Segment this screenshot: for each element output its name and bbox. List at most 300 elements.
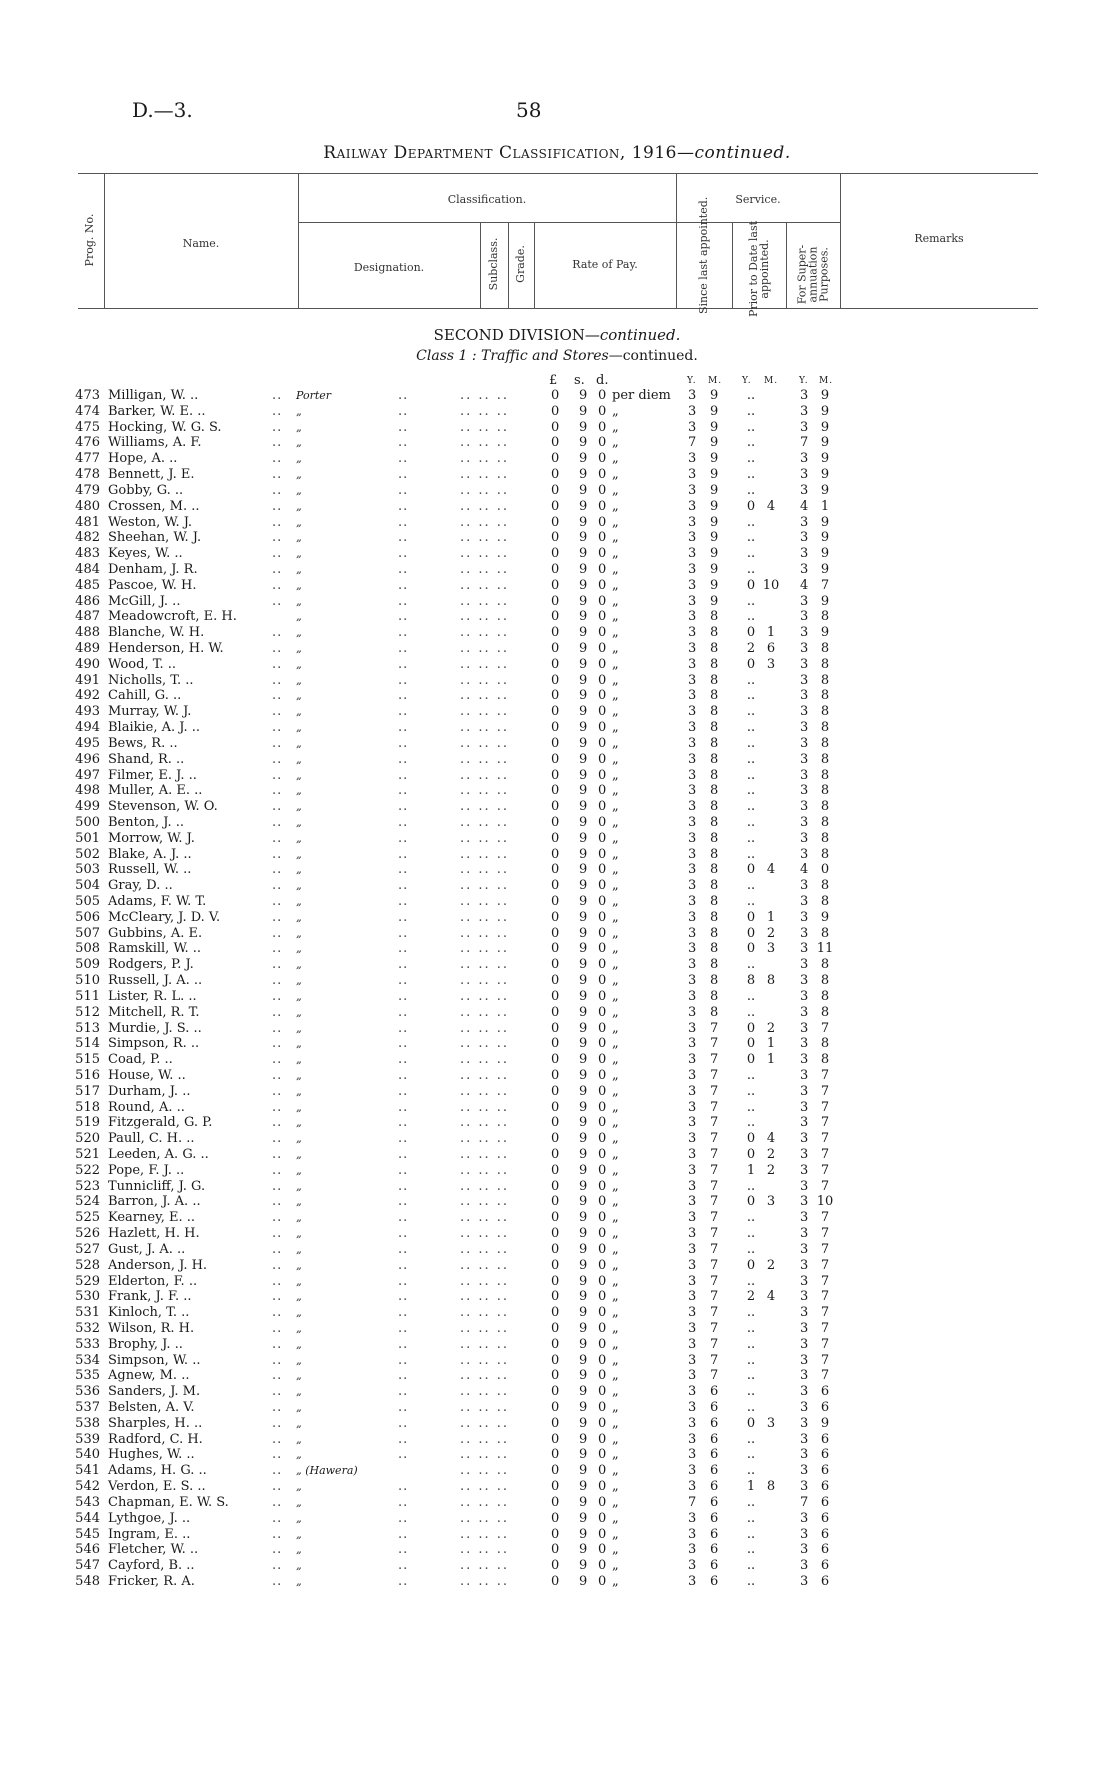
leader-dots: .. — [398, 1273, 409, 1289]
leader-dots: .. — [272, 482, 283, 498]
super-months: 8 — [820, 878, 830, 894]
super-years: 4 — [800, 498, 809, 514]
leader-dots: .. — [398, 530, 409, 546]
prog-number: 478 — [75, 467, 100, 483]
leader-dots: .. .. .. — [460, 1162, 510, 1178]
designation: „ — [296, 1559, 302, 1573]
leader-dots: .. — [272, 577, 283, 593]
prior-years: 0 — [746, 1147, 756, 1162]
super-months: 6 — [820, 1510, 830, 1526]
table-row — [0, 894, 1114, 910]
table-row — [0, 404, 1114, 420]
since-years: 3 — [688, 988, 697, 1004]
designation: „ — [296, 1179, 302, 1193]
since-months: 6 — [710, 1542, 719, 1558]
super-years: 3 — [800, 1510, 809, 1526]
super-months: 8 — [820, 925, 830, 941]
employee-name: Crossen, M. .. — [108, 498, 200, 514]
leader-dots: .. — [272, 1131, 283, 1147]
leader-dots: .. .. .. — [460, 1320, 510, 1336]
since-years: 3 — [688, 799, 697, 815]
pay-note: „ — [612, 1115, 619, 1131]
super-months: 9 — [820, 593, 830, 609]
designation: „ — [296, 436, 302, 450]
unit-pounds: £ — [549, 373, 558, 388]
pay-note: „ — [612, 1400, 619, 1415]
pay-pounds: 0 — [551, 1320, 560, 1336]
pay-shillings: 9 — [579, 577, 588, 593]
super-years: 3 — [800, 720, 809, 736]
table-row — [0, 1321, 1114, 1337]
pay-note: „ — [612, 482, 619, 498]
prior-years: .. — [746, 814, 756, 830]
header-service: Service. — [735, 193, 781, 206]
leader-dots: .. — [272, 1099, 283, 1115]
leader-dots: .. — [272, 1494, 283, 1510]
employee-name: Pascoe, W. H. — [108, 577, 197, 593]
leader-dots: .. — [398, 767, 409, 783]
prior-months: 2 — [766, 1020, 776, 1036]
super-years: 3 — [800, 1463, 809, 1479]
table-row — [0, 1416, 1114, 1432]
employee-name: Paull, C. H. .. — [108, 1131, 195, 1147]
prior-years: .. — [746, 1226, 756, 1242]
pay-pounds: 0 — [551, 688, 560, 704]
super-years: 3 — [800, 1083, 809, 1099]
employee-name: Wilson, R. H. — [108, 1320, 195, 1336]
prior-months: 2 — [766, 925, 776, 941]
super-months: 9 — [820, 625, 830, 641]
designation: „ — [296, 1369, 302, 1383]
prog-number: 509 — [75, 957, 100, 973]
leader-dots: .. — [272, 1558, 283, 1574]
leader-dots: .. — [398, 894, 409, 909]
pay-note: „ — [612, 530, 619, 546]
employee-name: Meadowcroft, E. H. — [108, 609, 237, 625]
header-divider — [732, 222, 733, 308]
pay-pence: 0 — [598, 1526, 607, 1542]
since-years: 3 — [688, 593, 697, 609]
pay-note: „ — [612, 625, 619, 641]
pay-shillings: 9 — [579, 451, 588, 467]
employee-name: Sanders, J. M. — [108, 1384, 201, 1400]
pay-pence: 0 — [598, 1542, 607, 1558]
super-months: 6 — [820, 1573, 830, 1589]
table-row — [0, 941, 1114, 957]
header-prog-no: Prog. No. — [83, 213, 96, 267]
pay-shillings: 9 — [579, 1052, 588, 1068]
pay-shillings: 9 — [579, 1368, 588, 1384]
prior-years: .. — [746, 593, 756, 609]
pay-pounds: 0 — [551, 641, 560, 656]
leader-dots: .. .. .. — [460, 435, 510, 451]
since-months: 8 — [710, 688, 719, 704]
leader-dots: .. — [272, 1083, 283, 1099]
table-row — [0, 467, 1114, 483]
since-months: 9 — [710, 561, 719, 577]
employee-name: Hughes, W. .. — [108, 1447, 195, 1463]
pay-shillings: 9 — [579, 909, 588, 925]
pay-note: „ — [612, 1415, 619, 1431]
prior-years: .. — [746, 561, 756, 577]
pay-shillings: 9 — [579, 799, 588, 815]
employee-name: Kinloch, T. .. — [108, 1305, 190, 1321]
prog-number: 480 — [75, 498, 100, 514]
prior-years: .. — [746, 894, 756, 909]
designation: „ — [296, 1480, 302, 1494]
leader-dots: .. .. .. — [460, 530, 510, 546]
employee-name: Wood, T. .. — [108, 656, 177, 672]
pay-pounds: 0 — [551, 1289, 560, 1305]
employee-name: Pope, F. J. .. — [108, 1162, 185, 1178]
prog-number: 497 — [75, 767, 100, 783]
leader-dots: .. — [398, 878, 409, 894]
designation: „ — [296, 989, 302, 1003]
table-row — [0, 641, 1114, 657]
table-row — [0, 1274, 1114, 1290]
leader-dots: .. — [398, 941, 409, 957]
leader-dots: .. — [272, 419, 283, 435]
leader-dots: .. .. .. — [460, 751, 510, 767]
since-years: 3 — [688, 388, 697, 403]
leader-dots: .. — [398, 1099, 409, 1115]
leader-dots: .. — [272, 878, 283, 894]
pay-pounds: 0 — [551, 735, 560, 751]
employee-name: Adams, F. W. T. — [108, 894, 207, 909]
since-months: 7 — [710, 1147, 719, 1162]
since-years: 3 — [688, 1479, 697, 1495]
employee-name: House, W. .. — [108, 1067, 186, 1083]
employee-name: Keyes, W. .. — [108, 546, 183, 562]
super-years: 3 — [800, 656, 809, 672]
designation: „ — [296, 1068, 302, 1082]
leader-dots: .. — [398, 1510, 409, 1526]
since-months: 9 — [710, 498, 719, 514]
prior-years: .. — [746, 1115, 756, 1131]
super-months: 7 — [820, 1289, 830, 1305]
pay-note: „ — [612, 814, 619, 830]
pay-shillings: 9 — [579, 1210, 588, 1226]
pay-pence: 0 — [598, 783, 607, 799]
super-years: 3 — [800, 751, 809, 767]
pay-pence: 0 — [598, 988, 607, 1004]
since-months: 9 — [710, 546, 719, 562]
designation: „ — [296, 1053, 302, 1067]
leader-dots: .. — [398, 1067, 409, 1083]
pay-note: „ — [612, 1052, 619, 1068]
super-months: 6 — [820, 1400, 830, 1415]
leader-dots: .. — [398, 751, 409, 767]
super-years: 3 — [800, 1115, 809, 1131]
prior-years: .. — [746, 609, 756, 625]
super-years: 3 — [800, 704, 809, 720]
table-row — [0, 1463, 1114, 1479]
since-years: 3 — [688, 1131, 697, 1147]
header-designation: Designation. — [353, 261, 425, 274]
leader-dots: .. — [272, 625, 283, 641]
leader-dots: .. .. .. — [460, 1431, 510, 1447]
super-months: 6 — [820, 1542, 830, 1558]
employee-name: Williams, A. F. — [108, 435, 202, 451]
leader-dots: .. .. .. — [460, 1305, 510, 1321]
designation: „ — [296, 815, 302, 829]
pay-note: „ — [612, 1020, 619, 1036]
designation: „ — [296, 673, 302, 687]
pay-pounds: 0 — [551, 1036, 560, 1052]
pay-pounds: 0 — [551, 1415, 560, 1431]
pay-note: „ — [612, 1178, 619, 1194]
leader-dots: .. .. .. — [460, 1099, 510, 1115]
prog-number: 530 — [75, 1289, 100, 1305]
employee-name: Rodgers, P. J. — [108, 957, 194, 973]
prog-number: 496 — [75, 751, 100, 767]
leader-dots: .. — [272, 656, 283, 672]
super-months: 7 — [820, 1352, 830, 1368]
prior-years: .. — [746, 1004, 756, 1020]
since-months: 9 — [710, 593, 719, 609]
since-months: 7 — [710, 1194, 719, 1210]
table-row — [0, 1210, 1114, 1226]
table-row — [0, 1289, 1114, 1305]
since-years: 3 — [688, 735, 697, 751]
table-row — [0, 1194, 1114, 1210]
designation: „ — [296, 1543, 302, 1557]
super-months: 9 — [820, 482, 830, 498]
pay-shillings: 9 — [579, 735, 588, 751]
pay-note: „ — [612, 751, 619, 767]
super-years: 3 — [800, 1305, 809, 1321]
super-months: 8 — [820, 641, 830, 656]
pay-pence: 0 — [598, 388, 607, 403]
pay-shillings: 9 — [579, 894, 588, 909]
super-months: 8 — [820, 672, 830, 688]
super-months: 9 — [820, 419, 830, 435]
leader-dots: .. — [272, 514, 283, 530]
super-months: 7 — [820, 1241, 830, 1257]
pay-pounds: 0 — [551, 482, 560, 498]
pay-pounds: 0 — [551, 751, 560, 767]
prior-years: .. — [746, 783, 756, 799]
prior-months: 1 — [766, 625, 776, 641]
designation: „ (Hawera) — [296, 1464, 358, 1478]
leader-dots: .. — [272, 1352, 283, 1368]
pay-note: „ — [612, 1162, 619, 1178]
employee-name: Hope, A. .. — [108, 451, 178, 467]
pay-shillings: 9 — [579, 593, 588, 609]
prog-number: 531 — [75, 1305, 100, 1321]
pay-pence: 0 — [598, 909, 607, 925]
designation: „ — [296, 452, 302, 466]
leader-dots: .. — [398, 1052, 409, 1068]
prog-number: 482 — [75, 530, 100, 546]
pay-shillings: 9 — [579, 878, 588, 894]
prog-number: 517 — [75, 1083, 100, 1099]
leader-dots: .. — [398, 1257, 409, 1273]
pay-shillings: 9 — [579, 988, 588, 1004]
leader-dots: .. — [272, 1004, 283, 1020]
pay-shillings: 9 — [579, 973, 588, 989]
designation: „ — [296, 1116, 302, 1130]
leader-dots: .. — [272, 973, 283, 989]
pay-shillings: 9 — [579, 941, 588, 957]
employee-name: Filmer, E. J. .. — [108, 767, 197, 783]
since-months: 8 — [710, 941, 719, 957]
employee-name: Russell, J. A. .. — [108, 973, 203, 989]
pay-shillings: 9 — [579, 467, 588, 483]
since-months: 8 — [710, 973, 719, 989]
employee-name: Simpson, W. .. — [108, 1352, 201, 1368]
prior-months: 6 — [766, 641, 776, 656]
table-row — [0, 578, 1114, 594]
prior-years: .. — [746, 419, 756, 435]
prior-months: 10 — [762, 577, 780, 593]
designation: „ — [296, 768, 302, 782]
super-months: 9 — [820, 388, 830, 403]
leader-dots: .. .. .. — [460, 1558, 510, 1574]
prior-years: 0 — [746, 498, 756, 514]
leader-dots: .. .. .. — [460, 973, 510, 989]
pay-pounds: 0 — [551, 1147, 560, 1162]
leader-dots: .. — [398, 498, 409, 514]
since-years: 3 — [688, 1194, 697, 1210]
division-title — [0, 326, 1114, 344]
leader-dots: .. — [398, 672, 409, 688]
leader-dots: .. — [272, 641, 283, 656]
pay-shillings: 9 — [579, 688, 588, 704]
leader-dots: .. .. .. — [460, 799, 510, 815]
leader-dots: .. .. .. — [460, 1178, 510, 1194]
since-years: 3 — [688, 1036, 697, 1052]
designation: „ — [296, 721, 302, 735]
super-years: 3 — [800, 767, 809, 783]
employee-name: Barker, W. E. .. — [108, 403, 206, 419]
prog-number: 533 — [75, 1336, 100, 1352]
pay-note: „ — [612, 1558, 619, 1574]
since-months: 8 — [710, 814, 719, 830]
super-months: 6 — [820, 1384, 830, 1400]
leader-dots: .. — [272, 1241, 283, 1257]
pay-note: „ — [612, 830, 619, 846]
pay-pence: 0 — [598, 1479, 607, 1495]
prior-years: .. — [746, 1099, 756, 1115]
pay-note: „ — [612, 720, 619, 736]
super-months: 9 — [820, 435, 830, 451]
prior-years: 0 — [746, 1052, 756, 1068]
pay-pence: 0 — [598, 1320, 607, 1336]
pay-note: „ — [612, 1194, 619, 1210]
pay-pence: 0 — [598, 1431, 607, 1447]
pay-shillings: 9 — [579, 783, 588, 799]
pay-pounds: 0 — [551, 1447, 560, 1463]
leader-dots: .. — [272, 862, 283, 878]
super-months: 9 — [820, 451, 830, 467]
prog-number: 487 — [75, 609, 100, 625]
leader-dots: .. .. .. — [460, 1542, 510, 1558]
pay-pounds: 0 — [551, 1099, 560, 1115]
pay-note: „ — [612, 735, 619, 751]
pay-pence: 0 — [598, 467, 607, 483]
designation: „ — [296, 910, 302, 924]
pay-shillings: 9 — [579, 1115, 588, 1131]
since-years: 3 — [688, 1210, 697, 1226]
employee-name: Henderson, H. W. — [108, 641, 224, 656]
leader-dots: .. .. .. — [460, 419, 510, 435]
leader-dots: .. — [398, 1336, 409, 1352]
super-years: 3 — [800, 1400, 809, 1415]
leader-dots: .. — [398, 1479, 409, 1495]
since-years: 3 — [688, 1415, 697, 1431]
pay-shillings: 9 — [579, 609, 588, 625]
pay-pence: 0 — [598, 1194, 607, 1210]
pay-pounds: 0 — [551, 1431, 560, 1447]
prog-number: 547 — [75, 1558, 100, 1574]
designation: „ — [296, 404, 302, 418]
pay-pence: 0 — [598, 1400, 607, 1415]
super-years: 3 — [800, 1320, 809, 1336]
since-months: 8 — [710, 988, 719, 1004]
employee-name: Fricker, R. A. — [108, 1573, 195, 1589]
unit-years: Y. — [799, 376, 809, 386]
employee-name: McCleary, J. D. V. — [108, 909, 221, 925]
super-years: 3 — [800, 625, 809, 641]
pay-shillings: 9 — [579, 435, 588, 451]
prior-years: 0 — [746, 1257, 756, 1273]
super-years: 3 — [800, 735, 809, 751]
leader-dots: .. — [398, 1400, 409, 1415]
leader-dots: .. — [272, 1526, 283, 1542]
employee-name: Frank, J. F. .. — [108, 1289, 192, 1305]
prog-number: 521 — [75, 1147, 100, 1162]
table-row — [0, 1100, 1114, 1116]
prior-months: 4 — [766, 1289, 776, 1305]
employee-name: Denham, J. R. — [108, 561, 198, 577]
prog-number: 510 — [75, 973, 100, 989]
since-years: 3 — [688, 909, 697, 925]
prior-years: .. — [746, 1241, 756, 1257]
prior-years: .. — [746, 846, 756, 862]
prog-number: 536 — [75, 1384, 100, 1400]
prior-years: .. — [746, 1305, 756, 1321]
prog-number: 541 — [75, 1463, 100, 1479]
leader-dots: .. — [398, 656, 409, 672]
pay-pence: 0 — [598, 1558, 607, 1574]
prog-number: 523 — [75, 1178, 100, 1194]
designation: „ — [296, 1211, 302, 1225]
employee-name: Ingram, E. .. — [108, 1526, 191, 1542]
table-row — [0, 1558, 1114, 1574]
table-row — [0, 451, 1114, 467]
designation: „ — [296, 926, 302, 940]
prior-years: .. — [746, 1573, 756, 1589]
pay-shillings: 9 — [579, 1431, 588, 1447]
pay-shillings: 9 — [579, 1336, 588, 1352]
employee-name: Simpson, R. .. — [108, 1036, 200, 1052]
designation: „ — [296, 1306, 302, 1320]
super-months: 8 — [820, 688, 830, 704]
pay-pounds: 0 — [551, 1194, 560, 1210]
prog-number: 495 — [75, 735, 100, 751]
prog-number: 489 — [75, 641, 100, 656]
pay-note: „ — [612, 1320, 619, 1336]
table-row — [0, 1447, 1114, 1463]
pay-pence: 0 — [598, 593, 607, 609]
table-row — [0, 1258, 1114, 1274]
pay-shillings: 9 — [579, 1494, 588, 1510]
leader-dots: .. .. .. — [460, 451, 510, 467]
pay-shillings: 9 — [579, 419, 588, 435]
prog-number: 528 — [75, 1257, 100, 1273]
pay-note: „ — [612, 973, 619, 989]
